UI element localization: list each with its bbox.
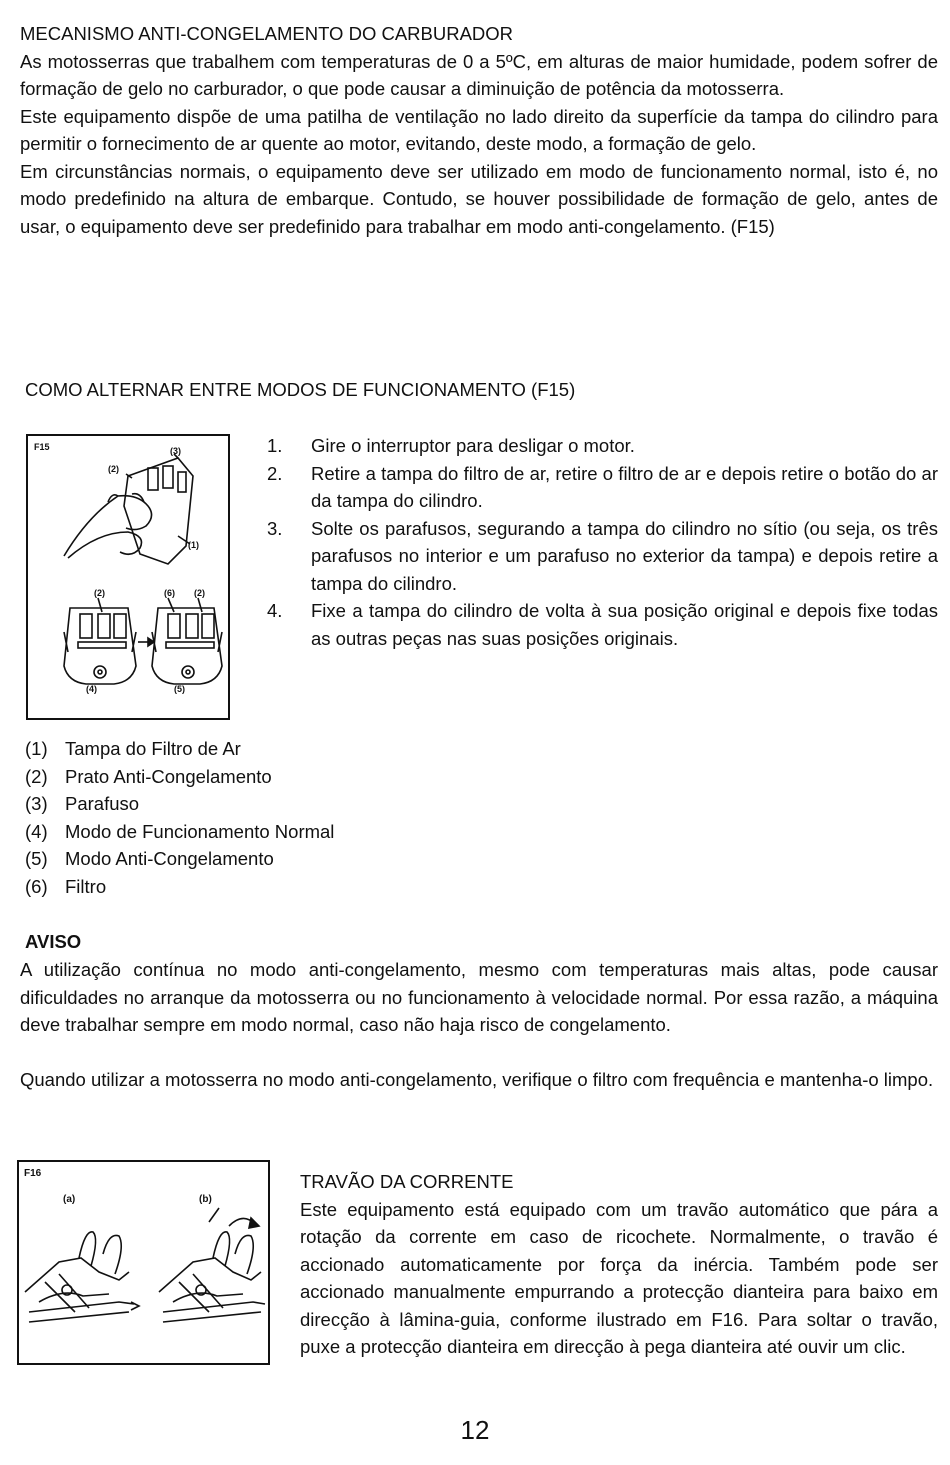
list-item: 2. Retire a tampa do filtro de ar, retire o filtro de ar e depois retire o botão do ar da tampa do cilindro. xyxy=(267,460,938,515)
svg-text:(4): (4) xyxy=(86,684,97,694)
step-number: 2. xyxy=(267,462,283,484)
figure-label: F16 xyxy=(24,1168,42,1179)
list-item: (2) Prato Anti-Congelamento xyxy=(25,765,272,787)
svg-text:(6): (6) xyxy=(164,588,175,598)
list-item: 3. Solte os parafusos, segurando a tampa do cilindro no sítio (ou seja, os três parafusos no interior e um parafuso no exterior da tampa) e depois retire a tampa do cilindro. xyxy=(267,515,938,598)
section-title-chain-brake: TRAVÃO DA CORRENTE xyxy=(300,1171,514,1192)
svg-text:(5): (5) xyxy=(174,684,185,694)
figure-f16 xyxy=(17,1160,270,1365)
step-number: 3. xyxy=(267,517,283,539)
paragraph: Este equipamento dispõe de uma patilha de ventilação no lado direito da superfície da tampa do cilindro para permitir o fornecimento de ar quente ao motor, evitando, deste modo, a formação de gelo. xyxy=(20,105,938,154)
list-item: (4) Modo de Funcionamento Normal xyxy=(25,820,335,842)
svg-text:(b): (b) xyxy=(199,1194,212,1205)
svg-text:(2): (2) xyxy=(194,588,205,598)
section-chain-brake xyxy=(300,1168,938,1361)
svg-text:(a): (a) xyxy=(63,1194,76,1205)
svg-text:(3): (3) xyxy=(170,446,181,456)
figure-f15 xyxy=(26,434,230,720)
figure-legend xyxy=(25,735,525,900)
chain-brake-illustration xyxy=(19,1162,268,1363)
carburetor-illustration xyxy=(28,436,228,718)
steps-list xyxy=(267,432,938,652)
svg-text:(2): (2) xyxy=(108,464,119,474)
warning-title: AVISO xyxy=(25,931,82,952)
step-number: 1. xyxy=(267,435,283,456)
section-title-anti-icing: MECANISMO ANTI-CONGELAMENTO DO CARBURADOR xyxy=(20,23,514,44)
warning-body xyxy=(20,956,938,1094)
step-number: 4. xyxy=(267,600,283,621)
paragraph: As motosserras que trabalhem com temperaturas de 0 a 5ºC, em alturas de maior humidade, podem sofrer de formação de gelo no carburador, o que pode causar a diminuição de potência da motosserra. xyxy=(20,50,938,99)
page-number: 12 xyxy=(460,1415,490,1445)
section-anti-icing xyxy=(20,20,938,240)
svg-text:(2): (2) xyxy=(94,588,105,598)
list-item: (6) Filtro xyxy=(25,875,107,897)
paragraph: A utilização contínua no modo anti-congelamento, mesmo com temperaturas mais altas, pode causar dificuldades no arranque da motosserra ou no funcionamento à velocidade normal. Por essa razão, a máquina deve trabalhar sempre em modo normal, caso não haja risco de congelamento. xyxy=(20,959,938,1035)
figure-label: F15 xyxy=(34,442,50,452)
list-item: 1. Gire o interruptor para desligar o motor. xyxy=(267,432,938,460)
list-item: (1) Tampa do Filtro de Ar xyxy=(25,738,241,759)
paragraph: Quando utilizar a motosserra no modo anti-congelamento, verifique o filtro com frequência e mantenha-o limpo. xyxy=(20,1069,934,1090)
svg-text:(1): (1) xyxy=(188,540,199,550)
list-item: 4. Fixe a tampa do cilindro de volta à sua posição original e depois fixe todas as outras peças nas suas posições originais. xyxy=(267,597,938,652)
section-title-switch-modes: COMO ALTERNAR ENTRE MODOS DE FUNCIONAMENTO (F15) xyxy=(25,379,576,400)
list-item: (3) Parafuso xyxy=(25,793,140,814)
list-item: (5) Modo Anti-Congelamento xyxy=(25,848,274,869)
paragraph: Este equipamento está equipado com um travão automático que pára a rotação da corrente em caso de ricochete. Normalmente, o travão é accionado automaticamente por força da inércia. Também pode ser accionado manualmente empurrando a protecção dianteira para baixo em direcção à lâmina-guia, conforme ilustrado em F16. Para soltar o travão, puxe a protecção dianteira em direcção à pega dianteira até ouvir um clic. xyxy=(300,1198,938,1357)
paragraph: Em circunstâncias normais, o equipamento deve ser utilizado em modo de funcionamento normal, isto é, no modo predefinido na altura de embarque. Contudo, se houver possibilidade de formação de gelo, antes de usar, o equipamento deve ser predefinido para trabalhar em modo anti-congelamento. (F15) xyxy=(20,160,938,237)
